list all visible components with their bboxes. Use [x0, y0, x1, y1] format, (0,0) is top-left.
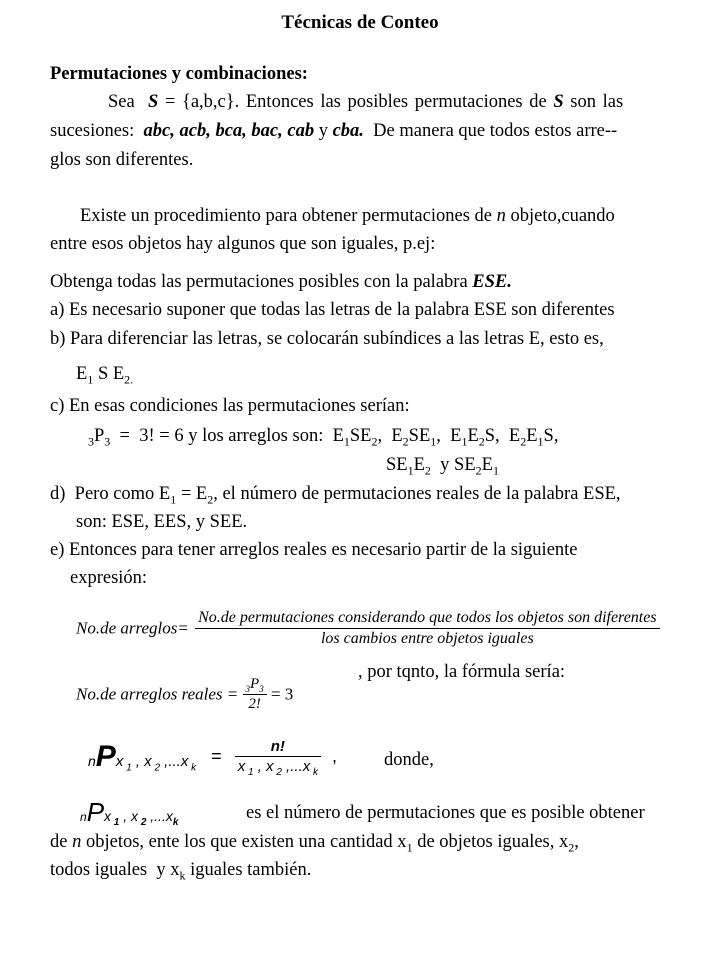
paragraph-1-line-3: glos son diferentes.	[50, 150, 194, 170]
formula-symbol: nPx $_1$ , x $_2$ $,...x_k$	[80, 797, 179, 829]
explanation-line-2: de n objetos, ente los que existen una cantidad $x_1$ de objetos iguales, $x_2$,	[50, 832, 579, 855]
explanation-line-1: es el número de permutaciones que es posible obtener	[246, 803, 645, 823]
step-e: e) Entonces para tener arreglos reales es necesario partir de la siguiente	[50, 540, 578, 560]
formula-real-arrangements: No.de arreglos reales = $\frac{_3P_3}{2!}$ = 3	[76, 676, 294, 712]
step-b-letters: $E_1$ S $E_{2.}$	[76, 364, 134, 387]
step-e-cont: expresión:	[70, 568, 148, 588]
formula-intro: , por tqnto, la fórmula sería:	[358, 662, 566, 682]
explanation-line-3: todos iguales y $x_k$ iguales también.	[50, 860, 312, 883]
formula-arrangements: No.de arreglos= No.de permutaciones considerando que todos los objetos son diferentes los cambios entre objetos iguales	[76, 609, 660, 648]
paragraph-1-line-2: sucesiones: abc, acb, bca, bac, cab y cba. De manera que todos estos arre--	[50, 121, 618, 141]
step-c-arrangements-cont: $SE_1E_2$ y $SE_2E_1$	[386, 455, 499, 478]
formula-general: nPx $_1$ , x $_2$ ,...x $_k$ = $\frac{n!}{x _1 , x _2 ,...x _k}$ ,	[88, 738, 338, 778]
step-c: c) En esas condiciones las permutaciones serían:	[50, 396, 410, 416]
step-d: d) Pero como $E_1 = E_2$, el número de permutaciones reales de la palabra ESE,	[50, 484, 621, 507]
formula-general-where: donde,	[384, 750, 434, 770]
page-title: Técnicas de Conteo	[281, 12, 439, 33]
paragraph-2-line-2: entre esos objetos hay algunos que son iguales, p.ej:	[50, 234, 436, 254]
section-heading: Permutaciones y combinaciones:	[50, 64, 308, 84]
step-b: b) Para diferenciar las letras, se colocarán subíndices a las letras E, esto es,	[50, 329, 604, 349]
paragraph-2-line-1: Existe un procedimiento para obtener permutaciones de n objeto,cuando	[80, 206, 615, 226]
paragraph-1-line-1: Sea S = {a,b,c}. Entonces las posibles permutaciones de S son las	[108, 92, 624, 112]
step-a: a) Es necesario suponer que todas las letras de la palabra ESE son diferentes	[50, 300, 615, 320]
step-c-arrangements: $_3P_3 = 3$! = 6 y los arreglos son: $E_1SE_2$, $E_2SE_1$, $E_1E_2S$, $E_2E_1S$,	[88, 426, 559, 449]
step-d-result: son: ESE, EES, y SEE.	[76, 512, 248, 532]
exercise-statement: Obtenga todas las permutaciones posibles con la palabra ESE.	[50, 272, 512, 292]
formula-arrangements-denominator: los cambios entre objetos iguales	[320, 630, 534, 647]
formula-arrangements-numerator: No.de permutaciones considerando que todos los objetos son diferentes	[195, 609, 659, 629]
